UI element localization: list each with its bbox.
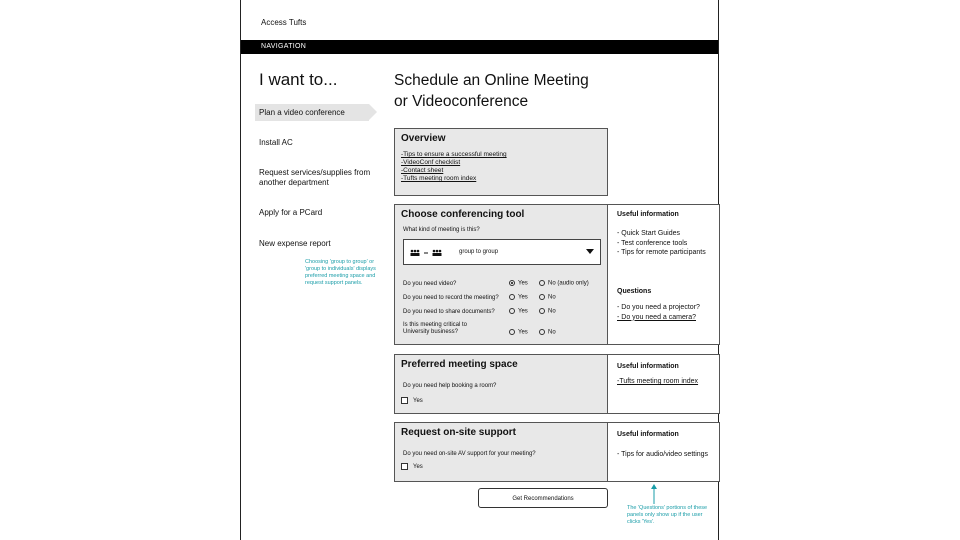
overview-title: Overview <box>401 133 446 144</box>
tool-info-heading: Useful information <box>617 211 679 218</box>
support-av-tips[interactable]: - Tips for audio/video settings <box>617 451 709 458</box>
question-projector[interactable]: - Do you need a projector? <box>617 304 700 311</box>
support-yes-checkbox[interactable]: Yes <box>401 463 423 470</box>
info-quick-start[interactable]: - Quick Start Guides <box>617 230 681 237</box>
info-test-tools[interactable]: - Test conference tools <box>617 239 688 247</box>
task-install-ac[interactable]: Install AC <box>259 138 293 147</box>
question-critical: Is this meeting critical to University business? <box>403 322 468 335</box>
record-no-radio[interactable]: No <box>539 294 556 301</box>
link-contact-sheet[interactable]: -Contact sheet <box>401 167 444 174</box>
info-remote-tips[interactable]: - Tips for remote participants <box>617 249 706 256</box>
meeting-kind-select[interactable] <box>403 239 601 265</box>
share-no-radio[interactable]: No <box>539 308 556 315</box>
get-recommendations-button[interactable]: Get Recommendations <box>478 488 608 508</box>
overview-panel <box>394 128 608 196</box>
space-info-heading: Useful information <box>617 363 679 370</box>
onsite-support-title: Request on-site support <box>401 427 517 438</box>
task-request-services[interactable]: Request services/supplies from another department <box>259 168 371 187</box>
questions-heading: Questions <box>617 288 652 295</box>
annotation-right: The 'Questions' portions of these panels only show up if the user clicks 'Yes'. <box>627 505 708 525</box>
link-room-index[interactable]: -Tufts meeting room index <box>401 175 477 182</box>
space-yes-checkbox[interactable]: Yes <box>401 397 423 404</box>
i-want-to-heading: I want to... <box>259 70 338 89</box>
task-plan-video-conference[interactable]: Plan a video conference <box>255 104 369 121</box>
questions-list <box>617 303 721 322</box>
question-camera[interactable]: - Do you need a camera? <box>617 313 696 321</box>
page-title <box>394 70 614 112</box>
support-question: Do you need on-site AV support for your meeting? <box>403 451 536 457</box>
support-info-panel <box>607 422 720 482</box>
space-room-index-link[interactable]: -Tufts meeting room index <box>617 378 699 385</box>
annotation-left: Choosing 'group to group' or 'group to individuals' displays preferred meeting space and request support panels. <box>305 259 376 286</box>
record-yes-radio[interactable]: Yes <box>509 294 528 301</box>
meeting-space-title: Preferred meeting space <box>401 359 518 370</box>
page-title-line-1: Schedule an Online Meeting <box>394 72 589 89</box>
video-yes-radio[interactable]: Yes <box>509 280 528 287</box>
support-info-heading: Useful information <box>617 431 679 438</box>
site-brand[interactable]: Access Tufts <box>261 18 307 27</box>
arrow-up-icon <box>650 484 658 504</box>
video-no-radio[interactable]: No (audio only) <box>539 280 589 287</box>
tool-info-list <box>617 229 721 258</box>
conferencing-tool-panel <box>394 204 608 345</box>
link-checklist[interactable]: -VideoConf checklist <box>401 159 461 166</box>
meeting-space-panel <box>394 354 608 414</box>
task-apply-pcard[interactable]: Apply for a PCard <box>259 208 323 217</box>
space-question: Do you need help booking a room? <box>403 383 497 389</box>
link-tips[interactable]: -Tips to ensure a successful meeting <box>401 151 507 158</box>
task-new-expense-report[interactable]: New expense report <box>259 239 331 248</box>
question-video: Do you need video? <box>403 281 457 287</box>
meeting-kind-value: group to group <box>459 249 499 255</box>
share-yes-radio[interactable]: Yes <box>509 308 528 315</box>
chevron-down-icon <box>586 249 594 255</box>
group-to-group-icon <box>410 248 446 258</box>
question-record: Do you need to record the meeting? <box>403 295 499 301</box>
critical-yes-radio[interactable]: Yes <box>509 329 528 336</box>
space-info-panel <box>607 354 720 414</box>
conferencing-tool-title: Choose conferencing tool <box>401 209 525 220</box>
tool-info-panel <box>607 204 720 345</box>
critical-no-radio[interactable]: No <box>539 329 556 336</box>
wireframe-page <box>240 0 719 540</box>
meeting-kind-question: What kind of meeting is this? <box>403 227 480 233</box>
navigation-bar[interactable]: NAVIGATION <box>241 40 718 54</box>
page-title-line-2: or Videoconference <box>394 93 529 110</box>
question-share-docs: Do you need to share documents? <box>403 309 495 315</box>
onsite-support-panel <box>394 422 608 482</box>
